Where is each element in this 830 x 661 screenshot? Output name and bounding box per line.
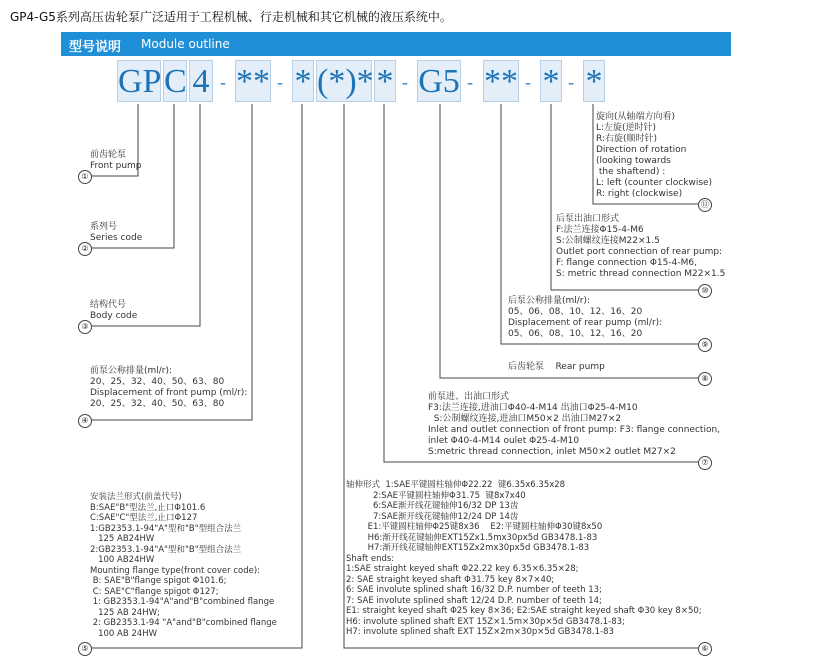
code-seg-ports: * — [374, 60, 396, 102]
code-seg-mount: * — [292, 60, 314, 102]
marker-4: ④ — [78, 414, 92, 428]
code-dash: - — [220, 72, 226, 92]
code-seg-shaft: (*)* — [316, 60, 372, 102]
marker-5: ⑤ — [78, 642, 92, 656]
label-rear-pump: 后齿轮泵 Rear pump — [508, 362, 605, 372]
banner-title-en: Module outline — [141, 37, 230, 51]
label-front-ports: 前泵进、出油口形式 F3:法兰连接,进油口Φ40-4-M14 出油口Φ25-4-M10 S:公制螺纹连接,进油口M50×2 出油口M27×2 Inlet and outlet connection of front pump: F3: flange connection, inlet Φ40-4-M14 oulet Φ25-4-M10 S:metric thread connection, inlet M50×2 outlet M27×2 — [428, 392, 721, 457]
code-seg-rear-disp: ** — [483, 60, 519, 102]
code-seg-front-disp: ** — [235, 60, 271, 102]
label-rotation: 旋向(从轴端方向看) L:左旋(逆时针) R:右旋(顺时针) Direction of rotation (looking towards the shaftend) : L: left (counter clockwise) R: right (clockwise) — [596, 112, 713, 199]
code-seg-gp: GP — [117, 60, 161, 102]
marker-8: ⑧ — [698, 372, 712, 386]
code-dash: - — [568, 72, 574, 92]
code-dash: - — [467, 72, 473, 92]
label-front-pump: 前齿轮泵 Front pump — [90, 150, 142, 171]
marker-11: ⑪ — [698, 198, 712, 212]
code-seg-4: 4 — [189, 60, 213, 102]
marker-1: ① — [78, 170, 92, 184]
code-seg-rotation: * — [583, 60, 605, 102]
code-dash: - — [525, 72, 531, 92]
marker-7: ⑦ — [698, 456, 712, 470]
label-rear-port: 后泵出油口形式 F:法兰连接Φ15-4-M6 S:公制螺纹连接M22×1.5 Outlet port connection of rear pump: F: flange connection Φ15-4-M6, S: metric thread connection M22×1.5 — [556, 214, 726, 279]
label-series-code: 系列号 Series code — [90, 222, 143, 243]
marker-6: ⑥ — [698, 642, 712, 656]
label-shaft-ends: 轴伸形式 1:SAE平键圆柱轴伸Φ22.22 键6.35x6.35x28 2:SAE平键圆柱轴伸Φ31.75 键8x7x40 6:SAE渐开线花键轴伸16/32 DP 13齿 7:SAE渐开线花键轴伸12/24 DP 14齿 E1:平键圆柱轴伸Φ25键8x36 E2:平键圆柱轴伸Φ30键8x50 H6:渐开线花键轴伸EXT15Zx1.5mx30px5d GB3478.1-83 H7:渐开线花键轴伸EXT15Zx2mx30px5d GB3478.1-83 Shaft ends: 1:SAE straight keyed shaft Φ22.22 key 6.35×6.35×28; 2: SAE straight keyed shaft Φ31.75 key 8×7×40; 6: SAE involute splined shaft 16/32 D.P. number of teeth 13; 7: SAE involute splined shaft 12/24 D.P. number of teeth 14; E1: straight keyed shaft Φ25 key 8×36; E2:SAE straight keyed shaft Φ30 key 8×50; H6: involute splined shaft EXT 15Z×1.5m×30p×5d GB3478.1-83; H7: involute splined shaft EXT 15Z×2m×30p×5d GB3478.1-83 — [346, 480, 702, 637]
code-dash: - — [402, 72, 408, 92]
code-seg-rear-port: * — [540, 60, 562, 102]
code-seg-g5: G5 — [417, 60, 461, 102]
code-seg-c: C — [163, 60, 187, 102]
marker-3: ③ — [78, 320, 92, 334]
marker-2: ② — [78, 242, 92, 256]
label-front-displacement: 前泵公称排量(ml/r): 20、25、32、40、50、63、80 Displacement of front pump (ml/r): 20、25、32、40、50、63、80 — [90, 366, 248, 409]
banner-title-cn: 型号说明 — [69, 40, 122, 55]
intro-text: GP4-G5系列高压齿轮泵广泛适用于工程机械、行走机械和其它机械的液压系统中。 — [10, 10, 452, 24]
label-rear-displacement: 后泵公称排量(ml/r): 05、06、08、10、12、16、20 Displacement of rear pump (ml/r): 05、06、08、10、12、16、20 — [508, 296, 663, 339]
code-dash: - — [277, 72, 283, 92]
marker-9: ⑨ — [698, 338, 712, 352]
label-mounting-flange: 安装法兰形式(前盖代号) B:SAE"B"型法兰,止口Φ101.6 C:SAE"C"型法兰,止口Φ127 1:GB2353.1-94"A"型和"B"型组合法兰 125 AB24HW 2:GB2353.1-94"A"型和"B"型组合法兰 100 AB24HW Mounting flange type(front cover code): B: SAE"B"flange spigot Φ101.6; C: SAE"C"flange spigot Φ127; 1: GB2353.1-94"A"and"B"combined flange 125 AB 24HW; 2: GB2353.1-94 "A"and"B"combined flange 100 AB 24HW — [90, 492, 277, 639]
leader-line-3 — [89, 104, 200, 326]
marker-10: ⑩ — [698, 284, 712, 298]
label-body-code: 结构代号 Body code — [90, 300, 138, 321]
